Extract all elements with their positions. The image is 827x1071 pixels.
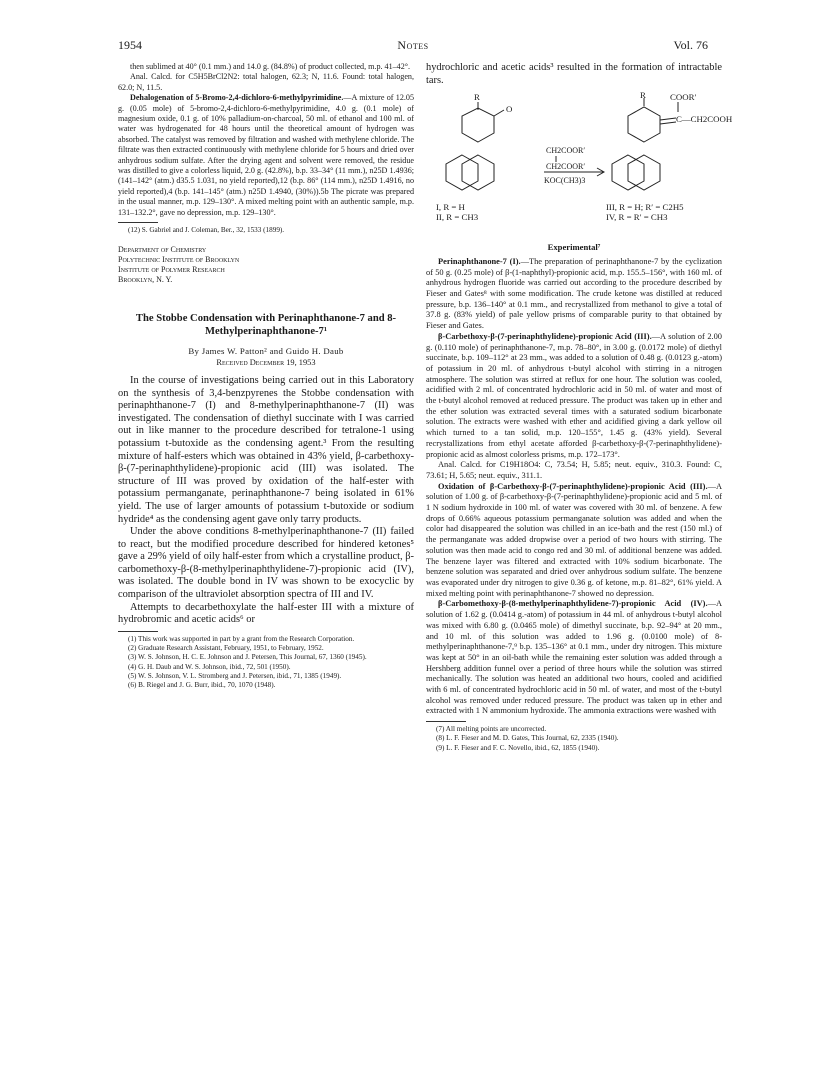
body-paragraph-2: Under the above conditions 8-methylperinaphthanone-7 (II) failed to react, but the modified procedure described for hindered ketones⁵ gave a 29% yield of oily half-ester from which a crystalline product, β-carbomethoxy-β-(8-methylperinaphthylidene-7)-propionic acid (IV), was isolated. The double bond in IV was shown to be exocyclic by comparison of the ultraviolet absorption spectra of III and IV. — [118, 526, 414, 601]
scheme-label-iii: III, R = H; R′ = C2H5 — [606, 202, 684, 213]
footnote: (9) L. F. Fieser and F. C. Novello, ibid., 62, 1855 (1940). — [436, 743, 600, 752]
right-column — [426, 62, 733, 753]
scheme-label-i: I, R = H — [436, 202, 465, 213]
footnote: (3) W. S. Johnson, H. C. E. Johnson and J. Petersen, This Journal, 67, 1360 (1945). — [128, 653, 367, 662]
page-header — [118, 38, 708, 56]
experimental-paragraph-1: Perinaphthanone-7 (I).—The preparation of perinaphthanone-7 by the cyclization of 50 g. (0.25 mole) of β-(1-naphthyl)-propionic acid, m.p. 155.5–156°, with 160 ml. of anhydrous hydrogen fluoride was carried out according to the procedure described by Fieser and Gates⁸ with some modification. The crude ketone was distilled at reduced pressure, b.p. 136–140° at 0.1 mm., and recrystallized from methanol to give a total of 37.8 g. (83% yield) of pale yellow prisms of comparable purity to that obtained by Fieser and Gates. — [426, 256, 722, 331]
scheme-reagent-2: CH2COOR′ — [546, 162, 586, 172]
prev-article-analysis: Anal. Calcd. for C5H5BrCl2N2: total halogen, 62.3; N, 11.6. Found: total halogen, 62.0; N, 11.5. — [118, 72, 414, 92]
exocyclic-bond-2 — [660, 122, 676, 124]
footnote: (5) W. S. Johnson, V. L. Stromberg and J. Petersen, ibid., 71, 1385 (1949). — [128, 672, 342, 681]
journal-section: Notes — [397, 38, 429, 52]
footnotes — [118, 635, 414, 691]
footnote: (6) B. Riegel and J. G. Burr, ibid., 70, 1070 (1948). — [128, 681, 276, 690]
page-number: 1954 — [118, 38, 142, 52]
experimental-heading-2: β-Carbethoxy-β-(7-perinaphthylidene)-propionic Acid (III). — [438, 331, 652, 341]
prev-article-text: then sublimed at 40° (0.1 mm.) and 14.0 g. (84.8%) of product collected, m.p. 41–42°. — [130, 62, 411, 71]
body-paragraph-continued: hydrochloric and acetic acids³ resulted in the formation of intractable tars. — [426, 62, 722, 86]
dehalogenation-text: —A mixture of 12.05 g. (0.05 mole) of 5-bromo-2,4-dichloro-6-methylpyrimidine, 4.0 g. (0.1 mole) of magnesium oxide, 0.1 g. of 10% palladium-on-charcoal, 50 ml. of ethanol and 100 ml. of water was hydrogenated for 48 hours until the theoretical amount of hydrogen was absorbed. The catalyst was removed by filtration and washed with methylene chloride. The filtrate was then extracted continuously with methylene chloride for 5 hours and dried over anhydrous sodium sulfate. After the drying agent and solvent were removed, the residue was distilled to give a colorless liquid, 2.0 g. (42.8%), b.p. 33–34° (11 mm.), n25D 1.4936; (141–142° (atm.) d35.5 1.031, no yield reported),12 (b.p. 86° (114 mm.), n25D 1.4916, no yield reported),4 (b.p. 141–145° (atm.) n25D 1.4940, (30%)).5b The picrate was prepared in the usual manner, m.p. 129–130°. A mixed melting point with an authentic sample, m.p. 131–132.2°, gave no depression, m.p. 129–130°. — [118, 93, 414, 217]
body-paragraph-3: Attempts to decarbethoxylate the half-ester III with a mixture of hydrobromic and acetic acids⁶ or — [118, 601, 414, 626]
scheme-label-ii: II, R = CH3 — [436, 212, 479, 223]
body-paragraph-1: In the course of investigations being carried out in this Laboratory on the synthesis of 3,4-benzpyrenes the Stobbe condensation with perinaphthanone-7 (I) and 8-methylperinaphthanone-7 (II) was investigated. The condensation of diethyl succinate with I was carried out in like manner to the procedure described for tetralone-1 using potassium t-butoxide as the condensing agent.³ From the resulting mixture of half-esters which was obtained in 43% yield, β-carbethoxy-β-(7-perinaphthylidene)-propionic acid (III) was isolated. The structure of III was proved by oxidation of the half-ester with potassium permanganate, perinaphthanone-7 being isolated in 61% yield. The use of larger amounts of potassium t-butoxide or sodium hydride⁴ as the condensing agent gave only tarry products. — [118, 374, 414, 525]
experimental-heading-1: Perinaphthanone-7 (I). — [438, 256, 521, 266]
experimental-paragraph-3: Oxidation of β-Carbethoxy-β-(7-perinaphthylidene)-propionic Acid (III).—A solution of 1.00 g. of β-carbethoxy-β-(7-perinaphthylidene)-propionic acid and 5 ml. of 1 N sodium hydroxide in 100 ml. of water was covered with 30 ml. of benzene. A few drops of 0.66% aqueous potassium permanganate solution was added and when the color had disappeared the solution was chilled in an ice-bath and the rest (150 ml.) of the permanganate was added dropwise over a period of two hours with stirring. The solution was then made acid to congo red and 30 ml. of additional benzene was added. The benzene layer was filtered and extracted with 10% sodium bicarbonate. The benzene solution was separated and dried over anhydrous sodium sulfate. The benzene was evaporated under dry nitrogen to give 0.36 g. of ketone, m.p. 81–82°, 61% yield. A mixed melting point with perinaphthanone-7 showed no depression. — [426, 481, 722, 598]
footnote-divider — [118, 631, 158, 632]
dehalogenation-heading: Dehalogenation of 5-Bromo-2,4-dichloro-6-methylpyrimidine. — [130, 93, 344, 103]
footnote-divider — [426, 721, 466, 722]
experimental-paragraph-4: β-Carbomethoxy-β-(8-methylperinaphthylidene-7)-propionic Acid (IV).—A solution of 1.62 g. (0.0414 g.-atom) of potassium in 44 ml. of anhydrous t-butyl alcohol was mixed with 6.80 g. (0.0465 mole) of dimethyl succinate, b.p. 92–94° at 20 mm., and 10 ml. of this solution was added to 1.96 g. (0.0100 mole) of 8-methylperinaphthanone-7,⁹ b.p. 135–136° at 0.1 mm., under dry nitrogen. This mixture was kept at 50° in an oil-bath while the remaining ester solution was added through a Hershberg addition funnel over a period of three hours while the solution was stirred mechanically. The solution was heated an additional two hours, cooled and acidified with 6 ml. of concentrated hydrochloric acid in 50 ml. of water, and most of the t-butyl alcohol was removed under reduced pressure. The product was taken up in ether and extracted with 1 N ammonium hydroxide. The ammonia extractions were washed with — [426, 599, 722, 716]
scheme-r-left: R — [474, 92, 480, 103]
footnote: (8) L. F. Fieser and M. D. Gates, This Journal, 62, 2335 (1940). — [436, 734, 619, 743]
authors: By James W. Patton² and Guido H. Daub — [188, 345, 344, 356]
exocyclic-bond-1 — [660, 118, 676, 120]
experimental-paragraph-2: β-Carbethoxy-β-(7-perinaphthylidene)-propionic Acid (III).—A solution of 2.00 g. (0.110 mole) of perinaphthanone-7, m.p. 78–80°, in 3.00 g. (0.0172 mole) of diethyl succinate, b.p. 109–112° at 23 mm., was added to a solution of 0.48 g. (0.0123 g.-atom) of potassium in 20 ml. of anhydrous t-butyl alcohol with stirring in a nitrogen atmosphere. The solution was stirred at reflux for one hour. The solution was cooled, acidified with 2 ml. of concentrated hydrochloric acid in 50 ml. of water and most of the t-butyl alcohol removed at reduced pressure. The product was taken up in ether and the ether solution was extracted several times with a saturated sodium bicarbonate solution. The extracts were washed with ether and acidified giving a dark yellow oil which turned to a tan solid, m.p. 120–155°, 1.45 g. (43% yield). Several recrystallizations from ethyl acetate afforded β-carbethoxy-β-(7-perinaphthylidene)-propionic acid as almost colorless prisms, m.p. 172–173°. — [426, 331, 722, 459]
ring-upper-right-product — [628, 107, 660, 142]
ring-upper-left — [462, 108, 494, 142]
experimental-heading-4: β-Carbomethoxy-β-(8-methylperinaphthylidene-7)-propionic Acid (IV). — [438, 599, 708, 609]
analysis-line: Anal. Calcd. for C19H18O4: C, 73.54; H, 5.85; neut. equiv., 310.3. Found: C, 73.61; H, 5.65; neut. equiv., 311.1. — [426, 460, 722, 480]
scheme-reagent-1: CH2COOR′ — [546, 146, 586, 156]
volume-label: Vol. 76 — [673, 38, 708, 52]
footnote: (4) G. H. Daub and W. S. Johnson, ibid., 72, 501 (1950). — [128, 662, 291, 671]
prev-footnote: (12) S. Gabriel and J. Coleman, Ber., 32, 1533 (1899). — [128, 226, 285, 235]
scheme-label-iv: IV, R = R′ = CH3 — [606, 212, 668, 223]
experimental-heading: Experimental⁷ — [547, 242, 601, 253]
left-column — [118, 62, 414, 691]
reaction-scheme — [426, 90, 733, 240]
article-title: The Stobbe Condensation with Perinaphthanone-7 and 8-Methylperinaphthanone-7¹ — [135, 313, 397, 338]
footnotes-right — [426, 725, 722, 753]
carbonyl-bond — [494, 110, 504, 116]
affiliation: Department of Chemistry Polytechnic Institute of Brooklyn Institute of Polymer Research Brooklyn, N. Y. — [118, 245, 240, 285]
scheme-carbonyl-o: O — [506, 104, 513, 115]
scheme-reagent-3: KOC(CH3)3 — [544, 176, 586, 186]
received-date: Received December 19, 1953 — [216, 357, 316, 367]
dehalogenation-paragraph — [118, 93, 414, 218]
scheme-side-chain: C—CH2COOH — [676, 114, 733, 125]
footnote: (7) All melting points are uncorrected. — [436, 725, 547, 734]
scheme-coor: COOR′ — [670, 92, 697, 103]
experimental-heading-3: Oxidation of β-Carbethoxy-β-(7-perinaphthylidene)-propionic Acid (III). — [438, 481, 708, 491]
footnote: (1) This work was supported in part by a grant from the Research Corporation. — [128, 634, 355, 643]
footnote: (2) Graduate Research Assistant, February, 1951, to February, 1952. — [128, 644, 324, 653]
scheme-r-right: R — [640, 90, 646, 101]
footnote-divider — [118, 222, 158, 223]
